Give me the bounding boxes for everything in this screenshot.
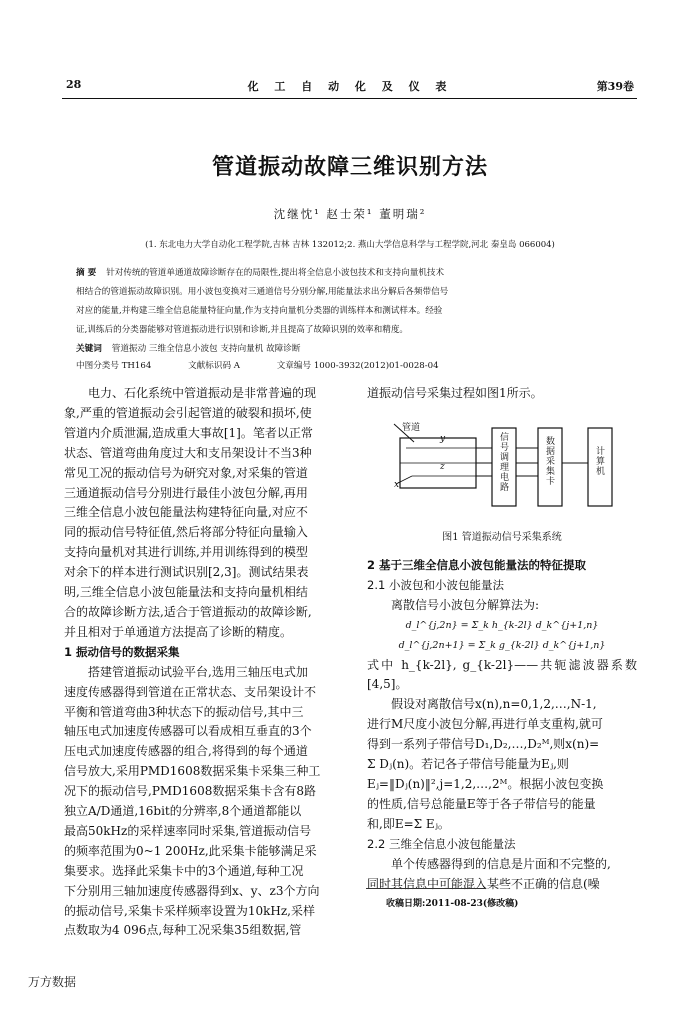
equation-2: d_l^{j,2n+1} = Σ_k g_{k-2l} d_k^{j+1,n}: [398, 639, 606, 651]
axis-y-label: y: [440, 434, 446, 444]
affiliation: (1. 东北电力大学自动化工程学院,吉林 吉林 132012;2. 燕山大学信息科学与工程学院,河北 秦皇岛 066004): [145, 240, 555, 250]
axis-x-label: x: [394, 480, 400, 490]
intro-line: 支持向量机对其进行训练,并用训练得到的模型: [64, 545, 308, 560]
intro-line: 同的振动信号特征值,然后将部分特征向量输入: [64, 525, 308, 540]
authors: 沈继忱¹ 赵士荣¹ 董明瑞²: [273, 207, 427, 221]
right-column-top: [367, 384, 637, 404]
s22-line: 单个传感器得到的信息是片面和不完整的,: [391, 856, 611, 871]
abstract-line-2: 相结合的管道振动故障识别。用小波包变换对三通道信号分别分解,用能量法求出分解后各频带信号: [76, 287, 449, 297]
left-column: [64, 384, 342, 941]
pipe-label: 管道: [402, 423, 421, 433]
sec1-line: 压电式加速度传感器的组合,将得到的每个通道: [64, 744, 308, 759]
sec1-line: 下分别用三轴加速度传感器得到x、y、z3个方向: [64, 883, 320, 898]
sec1-line: 最高50kHz的采样速率同时采集,管道振动信号: [64, 823, 312, 838]
watermark: 万方数据: [28, 975, 77, 989]
daq-card-label: 数据采集卡: [544, 436, 554, 486]
section-1-heading: 1 振动信号的数据采集: [64, 644, 180, 659]
sec1-line: 集要求。选择此采集卡中的3个通道,每种工况: [64, 863, 304, 878]
figure-1-caption: 图1 管道振动信号采集系统: [442, 532, 562, 543]
sec1-line: 搭建管道振动试验平台,选用三轴压电式加: [88, 664, 308, 679]
header-rule: [62, 98, 637, 99]
intro-line: 并且相对于单通道方法提高了诊断的精度。: [64, 624, 293, 639]
intro-line: 三维全信息小波包能量法构建特征向量,对应不: [64, 505, 308, 520]
para-line: 得到一系列子带信号D₁,D₂,…,D₂ᴹ,则x(n)=: [367, 737, 600, 752]
meta-line: [76, 359, 620, 371]
sec1-line: 况下的振动信号,PMD1608数据采集卡含有8路: [64, 784, 316, 799]
sec1-line: 的振动信号,采集卡采样频率设置为10kHz,采样: [64, 903, 315, 918]
right-column-body: [367, 556, 637, 894]
intro-line: 三通道振动信号分别进行最佳小波包分解,再用: [64, 485, 308, 500]
footnote-rule: [366, 888, 486, 889]
keywords: 关键词 管道振动 三维全信息小波包 支持向量机 故障诊断: [76, 344, 301, 354]
intro-line: 合的故障诊断方法,适合于管道振动的故障诊断,: [64, 604, 312, 619]
figure-1: [392, 418, 628, 516]
axis-z-label: z: [440, 462, 445, 472]
abstract-line-3: 对应的能量,并构建三维全信息能量特征向量,作为支持向量机分类器的训练样本和测试样本。经验: [76, 306, 443, 316]
sec1-line: 独立A/D通道,16bit的分辨率,8个通道都能以: [64, 804, 302, 819]
where-line: 式中 h_{k-2l}, g_{k-2l}——共轭滤波器系数[4,5]。: [367, 657, 637, 692]
article-number: 文章编号 1000-3932(2012)01-0028-04: [276, 361, 439, 371]
sec1-line: 的频率范围为0~1 200Hz,此采集卡能够满足采: [64, 843, 317, 858]
clc-number: 中图分类号 TH164: [76, 361, 152, 371]
sec1-line: 轴压电式加速度传感器可以看成相互垂直的3个: [64, 724, 312, 739]
sec1-line: 信号放大,采用PMD1608数据采集卡采集三种工: [64, 764, 321, 779]
running-header: [66, 78, 634, 94]
sec1-line: 平衡和管道弯曲3种状态下的振动信号,其中三: [64, 704, 304, 719]
intro-line: 状态、管道弯曲角度过大和支吊架设计不当3种: [64, 445, 312, 460]
abstract-label: 摘 要: [76, 268, 97, 278]
intro-line: 象,严重的管道振动会引起管道的破裂和损坏,使: [64, 405, 312, 420]
s22-line: 同时其信息中可能混入某些不正确的信息(噪: [367, 876, 600, 891]
page-number: 28: [66, 78, 82, 91]
para-line: 和,即E=Σ Eⱼ。: [367, 816, 450, 831]
abstract-line-1: 摘 要 针对传统的管道单通道故障诊断存在的局限性,提出将全信息小波包技术和支持向量机技术: [76, 268, 445, 278]
para-line: 假设对离散信号x(n),n=0,1,2,…,N-1,: [391, 697, 597, 712]
section-2-2-heading: 2.2 三维全信息小波包能量法: [367, 836, 516, 851]
equation-1: d_l^{j,2n} = Σ_k h_{k-2l} d_k^{j+1,n}: [405, 619, 599, 631]
abstract-line-4: 证,训练后的分类器能够对管道振动进行识别和诊断,并且提高了故障识别的效率和精度。: [76, 325, 409, 335]
section-2-1-heading: 2.1 小波包和小波包能量法: [367, 577, 504, 592]
para-line: Σ Dⱼ(n)。若记各子带信号能量为Eⱼ,则: [367, 757, 569, 772]
conditioning-circuit-label: 信号调理电路: [498, 432, 508, 492]
intro-line: 电力、石化系统中管道振动是非常普遍的现: [88, 386, 317, 400]
volume-number: 第39卷: [596, 80, 634, 93]
paper-title: 管道振动故障三维识别方法: [211, 155, 488, 180]
sec1-line: 速度传感器得到管道在正常状态、支吊架设计不: [64, 684, 317, 699]
para-line: Eⱼ=‖Dⱼ(n)‖²,j=1,2,…,2ᴹ。根据小波包变换: [367, 776, 604, 791]
intro-line: 常见工况的振动信号为研究对象,对采集的管道: [64, 465, 308, 480]
intro-line: 对余下的样本进行测试识别[2,3]。测试结果表: [64, 565, 309, 580]
section-2-heading: 2 基于三维全信息小波包能量法的特征提取: [367, 558, 587, 572]
para-line: 的性质,信号总能量E等于各子带信号的能量: [367, 796, 596, 811]
fig-intro-line: 道振动信号采集过程如图1所示。: [367, 386, 543, 400]
doc-code: 文献标识码 A: [188, 361, 240, 371]
para-line: 进行M尺度小波包分解,再进行单支重构,就可: [367, 717, 603, 732]
sec1-line: 点数取为4 096点,每种工况采集35组数据,管: [64, 923, 302, 938]
computer-label: 计算机: [594, 446, 604, 476]
received-date: 收稿日期:2011-08-23(修改稿): [386, 899, 519, 909]
journal-name: 化 工 自 动 化 及 仪 表: [247, 80, 453, 93]
s21-line: 离散信号小波包分解算法为:: [391, 597, 540, 612]
intro-line: 管道内介质泄漏,造成重大事故[1]。笔者以正常: [64, 425, 313, 440]
keywords-label: 关键词: [76, 344, 102, 354]
intro-line: 明,三维全信息小波包能量法和支持向量机相结: [64, 585, 308, 600]
